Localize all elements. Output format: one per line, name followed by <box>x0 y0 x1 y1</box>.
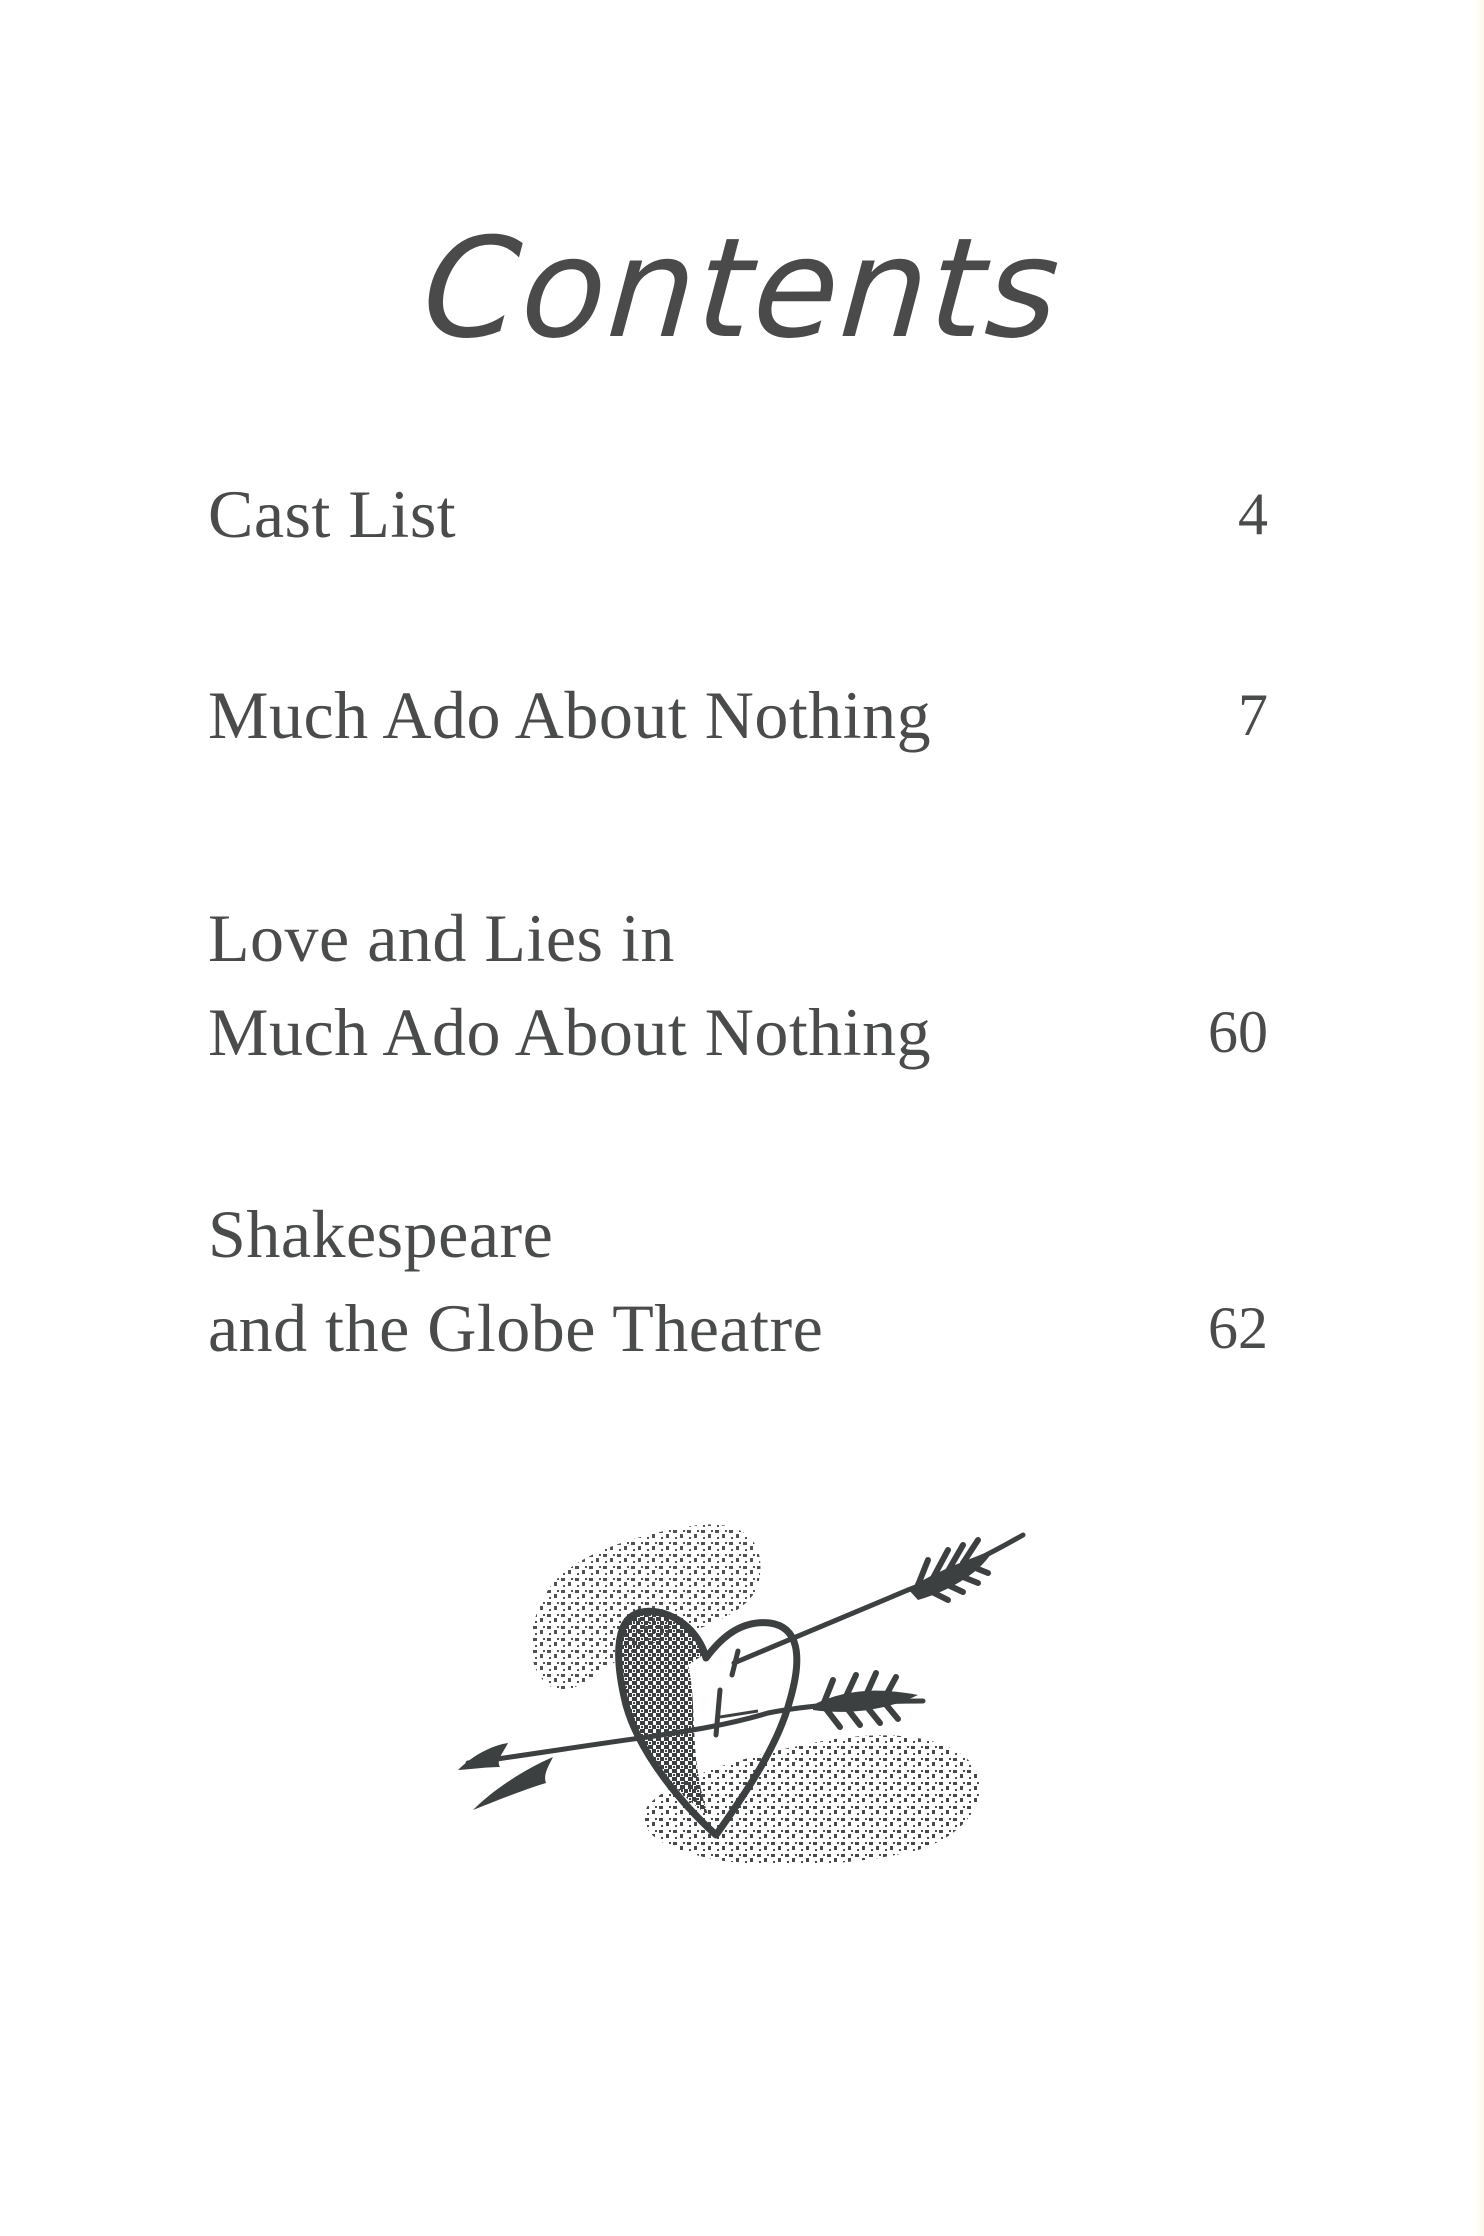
toc-entry-page-number: 60 <box>1208 999 1268 1065</box>
toc-entry-title-line: Much Ado About Nothing <box>208 994 932 1070</box>
toc-entry-title <box>208 668 1268 762</box>
toc-entry-title <box>208 467 1268 561</box>
toc-entry-title-line: Shakespeare <box>208 1196 554 1272</box>
toc-entry-title-line: Love and Lies in <box>208 900 675 976</box>
toc-entry-title <box>208 1187 1268 1375</box>
toc-entry-shakespeare-globe[interactable] <box>208 1187 1268 1375</box>
toc-entry-page-number: 62 <box>1208 1295 1268 1361</box>
heart-pierced-by-arrows-icon <box>448 1505 1098 1895</box>
toc-entry-title <box>208 891 1268 1079</box>
toc-entry-cast-list[interactable] <box>208 467 1268 561</box>
page-title: Contents <box>418 208 1067 370</box>
toc-entry-title-line: Much Ado About Nothing <box>208 677 932 753</box>
toc-entry-much-ado[interactable] <box>208 668 1268 762</box>
toc-entry-page-number: 4 <box>1238 481 1268 547</box>
toc-entry-title-line: Cast List <box>208 476 457 552</box>
toc-entry-title-line: and the Globe Theatre <box>208 1290 824 1366</box>
toc-entry-love-and-lies[interactable] <box>208 891 1268 1079</box>
toc-entry-page-number: 7 <box>1238 682 1268 748</box>
